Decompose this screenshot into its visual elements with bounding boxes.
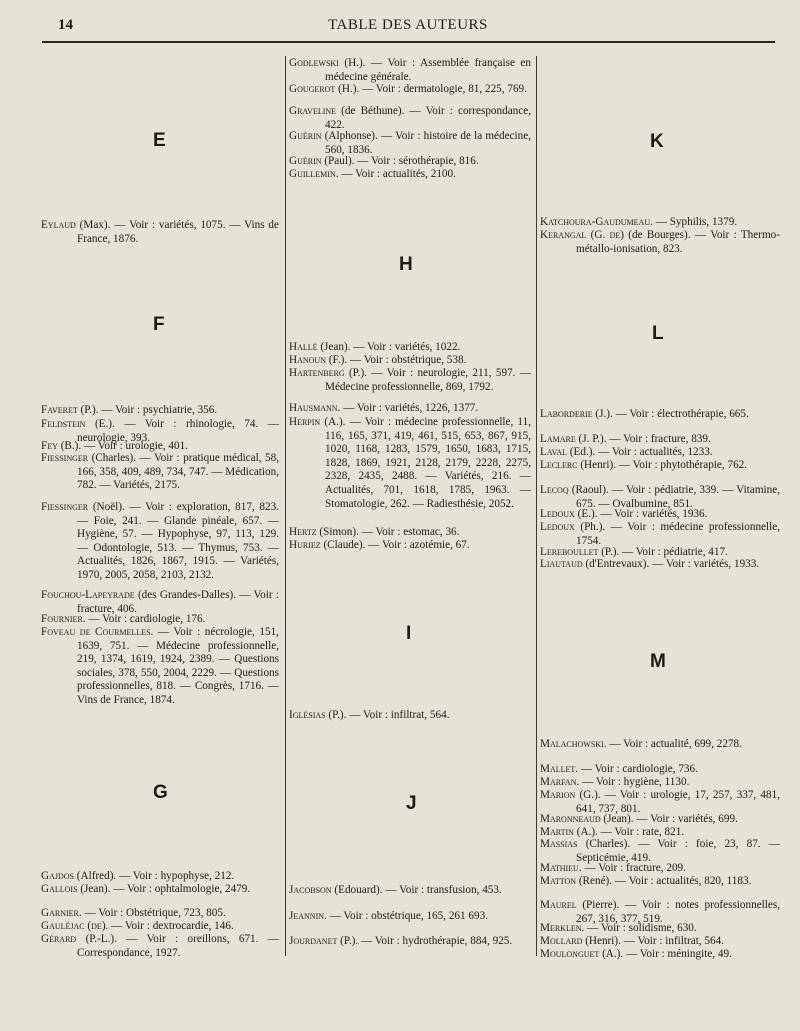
entry-refs: (B.). — Voir : urologie, 401. (57, 440, 188, 452)
entry-refs: (de Béthune). — Voir : correspondance, 422. (325, 105, 531, 131)
author-name: Faveret (41, 404, 78, 416)
author-name: Katchoura-Gaudumeau (540, 216, 651, 228)
index-entry (41, 404, 279, 418)
entry-refs: (Alphonse). — Voir : histoire de la médecine, 560, 1836. (321, 130, 531, 156)
index-entry (540, 558, 780, 572)
author-name: Leclerc (540, 459, 578, 471)
author-name: Kerangal (G. de) (540, 229, 624, 241)
entry-refs: . — Voir : nécrologie, 151, 1639, 751. — Médecine professionnelle, 219, 1374, 1619, 1924, 2389. — Questions sociales, 378, 550, 2004, 2229. — Questions professionnelles, 818. — Congrès, 1716. — Vins de France, 1874. (77, 626, 279, 706)
author-name: Fiessinger (41, 501, 89, 513)
author-name: Mathieu (540, 862, 579, 874)
author-name: Mollard (540, 935, 583, 947)
entry-refs: . — Voir : actualité, 699, 2278. (603, 738, 742, 750)
author-name: Moulonguet (540, 948, 600, 960)
index-entry (289, 83, 531, 97)
index-entry (41, 870, 279, 884)
entry-refs: (G.). — Voir : urologie, 17, 257, 337, 481, 641, 737, 801. (575, 789, 780, 815)
entry-refs: (A.). — Voir : méningite, 49. (599, 948, 732, 960)
section-letter-j: J (406, 793, 417, 814)
index-entry (289, 105, 531, 132)
index-entry (289, 354, 531, 368)
entry-refs: (H.). — Voir : dermatologie, 81, 225, 769. (335, 83, 527, 95)
entry-refs: (E.). — Voir : rhinologie, 74. — neurologie, 393. (77, 418, 279, 444)
index-entry (41, 501, 279, 583)
author-name: Malachowski (540, 738, 604, 750)
index-entry (540, 433, 780, 447)
section-letter-i: I (406, 623, 412, 644)
entry-refs: (de Bourges). — Voir : Thermo-métallo-ionisation, 823. (576, 229, 780, 255)
section-letter-l: L (652, 323, 664, 344)
entry-refs: (H.). — Voir : Assemblée française en médecine générale. (325, 57, 531, 83)
entry-refs: (Charles). — Voir : foie, 23, 87. — Septicémie, 419. (576, 838, 780, 864)
index-entry (289, 168, 531, 182)
entry-refs: (P.). — Voir : pédiatrie, 417. (598, 546, 728, 558)
author-name: Ledoux (540, 508, 575, 520)
entry-refs: (Edouard). — Voir : transfusion, 453. (331, 884, 502, 896)
section-letter-e: E (153, 130, 166, 151)
entry-refs: (Henri). — Voir : infiltrat, 564. (582, 935, 724, 947)
author-name: Gérard (41, 933, 77, 945)
index-entry (540, 922, 780, 936)
index-entry (289, 57, 531, 84)
entry-refs: (P.). — Voir : hydrothérapie, 884, 925. (337, 935, 513, 947)
index-entry (540, 521, 780, 548)
entry-refs: (Jean). — Voir : variétés, 1022. (317, 341, 461, 353)
author-name: Laborderie (540, 408, 593, 420)
author-name: Gajdos (41, 870, 74, 882)
column-divider-left (285, 56, 286, 956)
entry-refs: (Jean). — Voir : ophtalmologie, 2479. (77, 883, 251, 895)
index-entry (41, 933, 279, 960)
author-name: Iglésias (289, 709, 326, 721)
index-entry (540, 229, 780, 256)
entry-refs: (P.). — Voir : psychiatrie, 356. (77, 404, 218, 416)
section-letter-h: H (399, 254, 413, 275)
author-name: Jacobson (289, 884, 332, 896)
author-name: Lamare (540, 433, 576, 445)
index-entry (289, 884, 531, 898)
index-entry (289, 402, 531, 416)
author-name: Maronneaud (540, 813, 601, 825)
index-entry (540, 875, 780, 889)
author-name: Laval (540, 446, 567, 458)
index-entry (289, 910, 531, 924)
author-name: Hanoun (289, 354, 326, 366)
entry-refs: . — Voir : cardiologie, 736. (575, 763, 698, 775)
index-entry (41, 907, 279, 921)
author-name: Eylaud (41, 219, 76, 231)
index-entry (289, 130, 531, 157)
entry-refs: (des Grandes-Dalles). — Voir : fracture, 406. (77, 589, 279, 615)
author-name: Guérin (289, 130, 322, 142)
section-letter-f: F (153, 314, 165, 335)
index-entry (540, 216, 780, 230)
section-letter-g: G (153, 782, 168, 803)
index-entry (289, 341, 531, 355)
page-title: TABLE DES AUTEURS (328, 17, 488, 33)
index-entry (41, 452, 279, 493)
entry-refs: . — Voir : cardiologie, 176. (82, 613, 206, 625)
entry-refs: (Paul). — Voir : sérothérapie, 816. (321, 155, 479, 167)
page-number: 14 (58, 17, 73, 33)
author-name: Lecoq (540, 484, 569, 496)
entry-refs: (F.). — Voir : obstétrique, 538. (325, 354, 467, 366)
author-name: Herpin (289, 416, 321, 428)
author-name: Hallé (289, 341, 318, 353)
author-name: Gallois (41, 883, 78, 895)
entry-refs: . — Voir : solidisme, 630. (581, 922, 697, 934)
author-name: Hartenberg (289, 367, 345, 379)
index-entry (41, 920, 279, 934)
author-name: Graveline (289, 105, 337, 117)
entry-refs: (Max). — Voir : variétés, 1075. — Vins de France, 1876. (75, 219, 279, 245)
entry-refs: (E.). — Voir : variétés, 1936. (574, 508, 708, 520)
author-name: Martin (540, 826, 574, 838)
entry-refs: . — Voir : Obstétrique, 723, 805. (78, 907, 226, 919)
author-name: Maurel (540, 899, 577, 911)
index-entry (289, 416, 531, 511)
author-name: Liautaud (540, 558, 583, 570)
entry-refs: (J. P.). — Voir : fracture, 839. (575, 433, 711, 445)
author-name: Fouchou-Lapeyrade (41, 589, 135, 601)
entry-refs: (Ed.). — Voir : actualités, 1233. (567, 446, 713, 458)
index-entry (41, 613, 279, 627)
entry-refs: . — Voir : obstétrique, 165, 261 693. (324, 910, 488, 922)
index-entry (289, 709, 531, 723)
entry-refs: (Simon). — Voir : estomac, 36. (316, 526, 460, 538)
index-entry (289, 539, 531, 553)
index-entry (289, 526, 531, 540)
author-name: Mallet (540, 763, 576, 775)
author-name: Hausmann (289, 402, 338, 414)
author-name: Massias (540, 838, 578, 850)
author-name: Garnier (41, 907, 79, 919)
index-entry (540, 813, 780, 827)
author-name: Marfan (540, 776, 577, 788)
entry-refs: (Noël). — Voir : exploration, 817, 823. — Foie, 241. — Glande pinéale, 657. — Hygiène, 57. — Hypophyse, 97, 113, 129. — Odontologie, 513. — Thymus, 753. — Actualités, 1826, 1867, 1915. — Variétés, 1970, 2005, 2058, 2103, 2132. (77, 501, 279, 581)
author-name: Foveau de Courmelles (41, 626, 151, 638)
author-name: Feldstein (41, 418, 86, 430)
section-letter-k: K (650, 131, 664, 152)
index-entry (289, 367, 531, 394)
entry-refs: (Charles). — Voir : pratique médical, 58, 166, 358, 409, 489, 734, 747. — Médication, 782. — Variétés, 2175. (77, 452, 279, 492)
entry-refs: (Raoul). — Voir : pédiatrie, 339. — Vitamine, 675. — Ovalbumine, 851. (568, 484, 780, 510)
index-entry (540, 948, 780, 962)
entry-refs: . — Voir : dextrocardie, 146. (105, 920, 234, 932)
entry-refs: (Henri). — Voir : phytothérapie, 762. (577, 459, 748, 471)
index-entry (540, 508, 780, 522)
index-entry (540, 459, 780, 473)
entry-refs: . — Syphilis, 1379. (650, 216, 738, 228)
index-entry (41, 883, 279, 897)
author-name: Gougerot (289, 83, 336, 95)
author-name: Matton (540, 875, 577, 887)
author-name: Guérin (289, 155, 322, 167)
index-entry (540, 935, 780, 949)
author-name: Marion (540, 789, 576, 801)
entry-refs: (A.). — Voir : rate, 821. (573, 826, 685, 838)
author-name: Ledoux (540, 521, 575, 533)
column-divider-right (536, 56, 537, 956)
author-name: Jourdanet (289, 935, 338, 947)
author-name: Jeannin (289, 910, 325, 922)
entry-refs: (Pierre). — Voir : notes professionnelles, 267, 316, 377, 519. (576, 899, 780, 925)
index-entry (540, 408, 780, 422)
author-name: Gauléjac (de) (41, 920, 106, 932)
author-name: Hertz (289, 526, 317, 538)
author-name: Godlewski (289, 57, 339, 69)
author-name: Lereboullet (540, 546, 599, 558)
entry-refs: (René). — Voir : actualités, 820, 1183. (576, 875, 752, 887)
index-entry (540, 776, 780, 790)
author-name: Fiessinger (41, 452, 89, 464)
author-name: Huriez (289, 539, 321, 551)
index-entry (540, 862, 780, 876)
index-entry (41, 626, 279, 708)
entry-refs: (A.). — Voir : médecine professionnelle, 11, 116, 165, 371, 419, 461, 515, 653, 867, 915, 1020, 1168, 1283, 1579, 1650, 1683, 1715, 1828, 1869, 1921, 2128, 2179, 2228, 2275, 2328, 2435, 2488. — Variétés, 216. — Actualités, 701, 1618, 1785, 1963. — Stomatologie, 262. — Radiesthésie, 2052. (320, 416, 531, 510)
author-name: Guillemin (289, 168, 336, 180)
entry-refs: . — Voir : actualités, 2100. (335, 168, 456, 180)
author-name: Fournier (41, 613, 83, 625)
entry-refs: (P.-L.). — Voir : oreillons, 671. — Correspondance, 1927. (76, 933, 279, 959)
entry-refs: (P.). — Voir : infiltrat, 564. (325, 709, 450, 721)
entry-refs: . — Voir : fracture, 209. (578, 862, 686, 874)
entry-refs: (Jean). — Voir : variétés, 699. (600, 813, 738, 825)
author-name: Fey (41, 440, 58, 452)
index-entry (41, 219, 279, 246)
entry-refs: (Alfred). — Voir : hypophyse, 212. (73, 870, 235, 882)
entry-refs: . — Voir : hygiène, 1130. (576, 776, 690, 788)
entry-refs: (Claude). — Voir : azotémie, 67. (320, 539, 470, 551)
author-name: Merklen (540, 922, 582, 934)
entry-refs: (d'Entrevaux). — Voir : variétés, 1933. (582, 558, 760, 570)
index-entry (540, 738, 780, 752)
entry-refs: . — Voir : variétés, 1226, 1377. (337, 402, 479, 414)
header-rule (42, 41, 775, 43)
entry-refs: (J.). — Voir : électrothérapie, 665. (592, 408, 749, 420)
index-entry (289, 155, 531, 169)
index-entry (289, 935, 531, 949)
entry-refs: (Ph.). — Voir : médecine professionnelle, 1754. (574, 521, 780, 547)
index-entry (540, 763, 780, 777)
entry-refs: (P.). — Voir : neurologie, 211, 597. — Médecine professionnelle, 869, 1792. (325, 367, 531, 393)
section-letter-m: M (650, 651, 666, 672)
index-entry (540, 446, 780, 460)
